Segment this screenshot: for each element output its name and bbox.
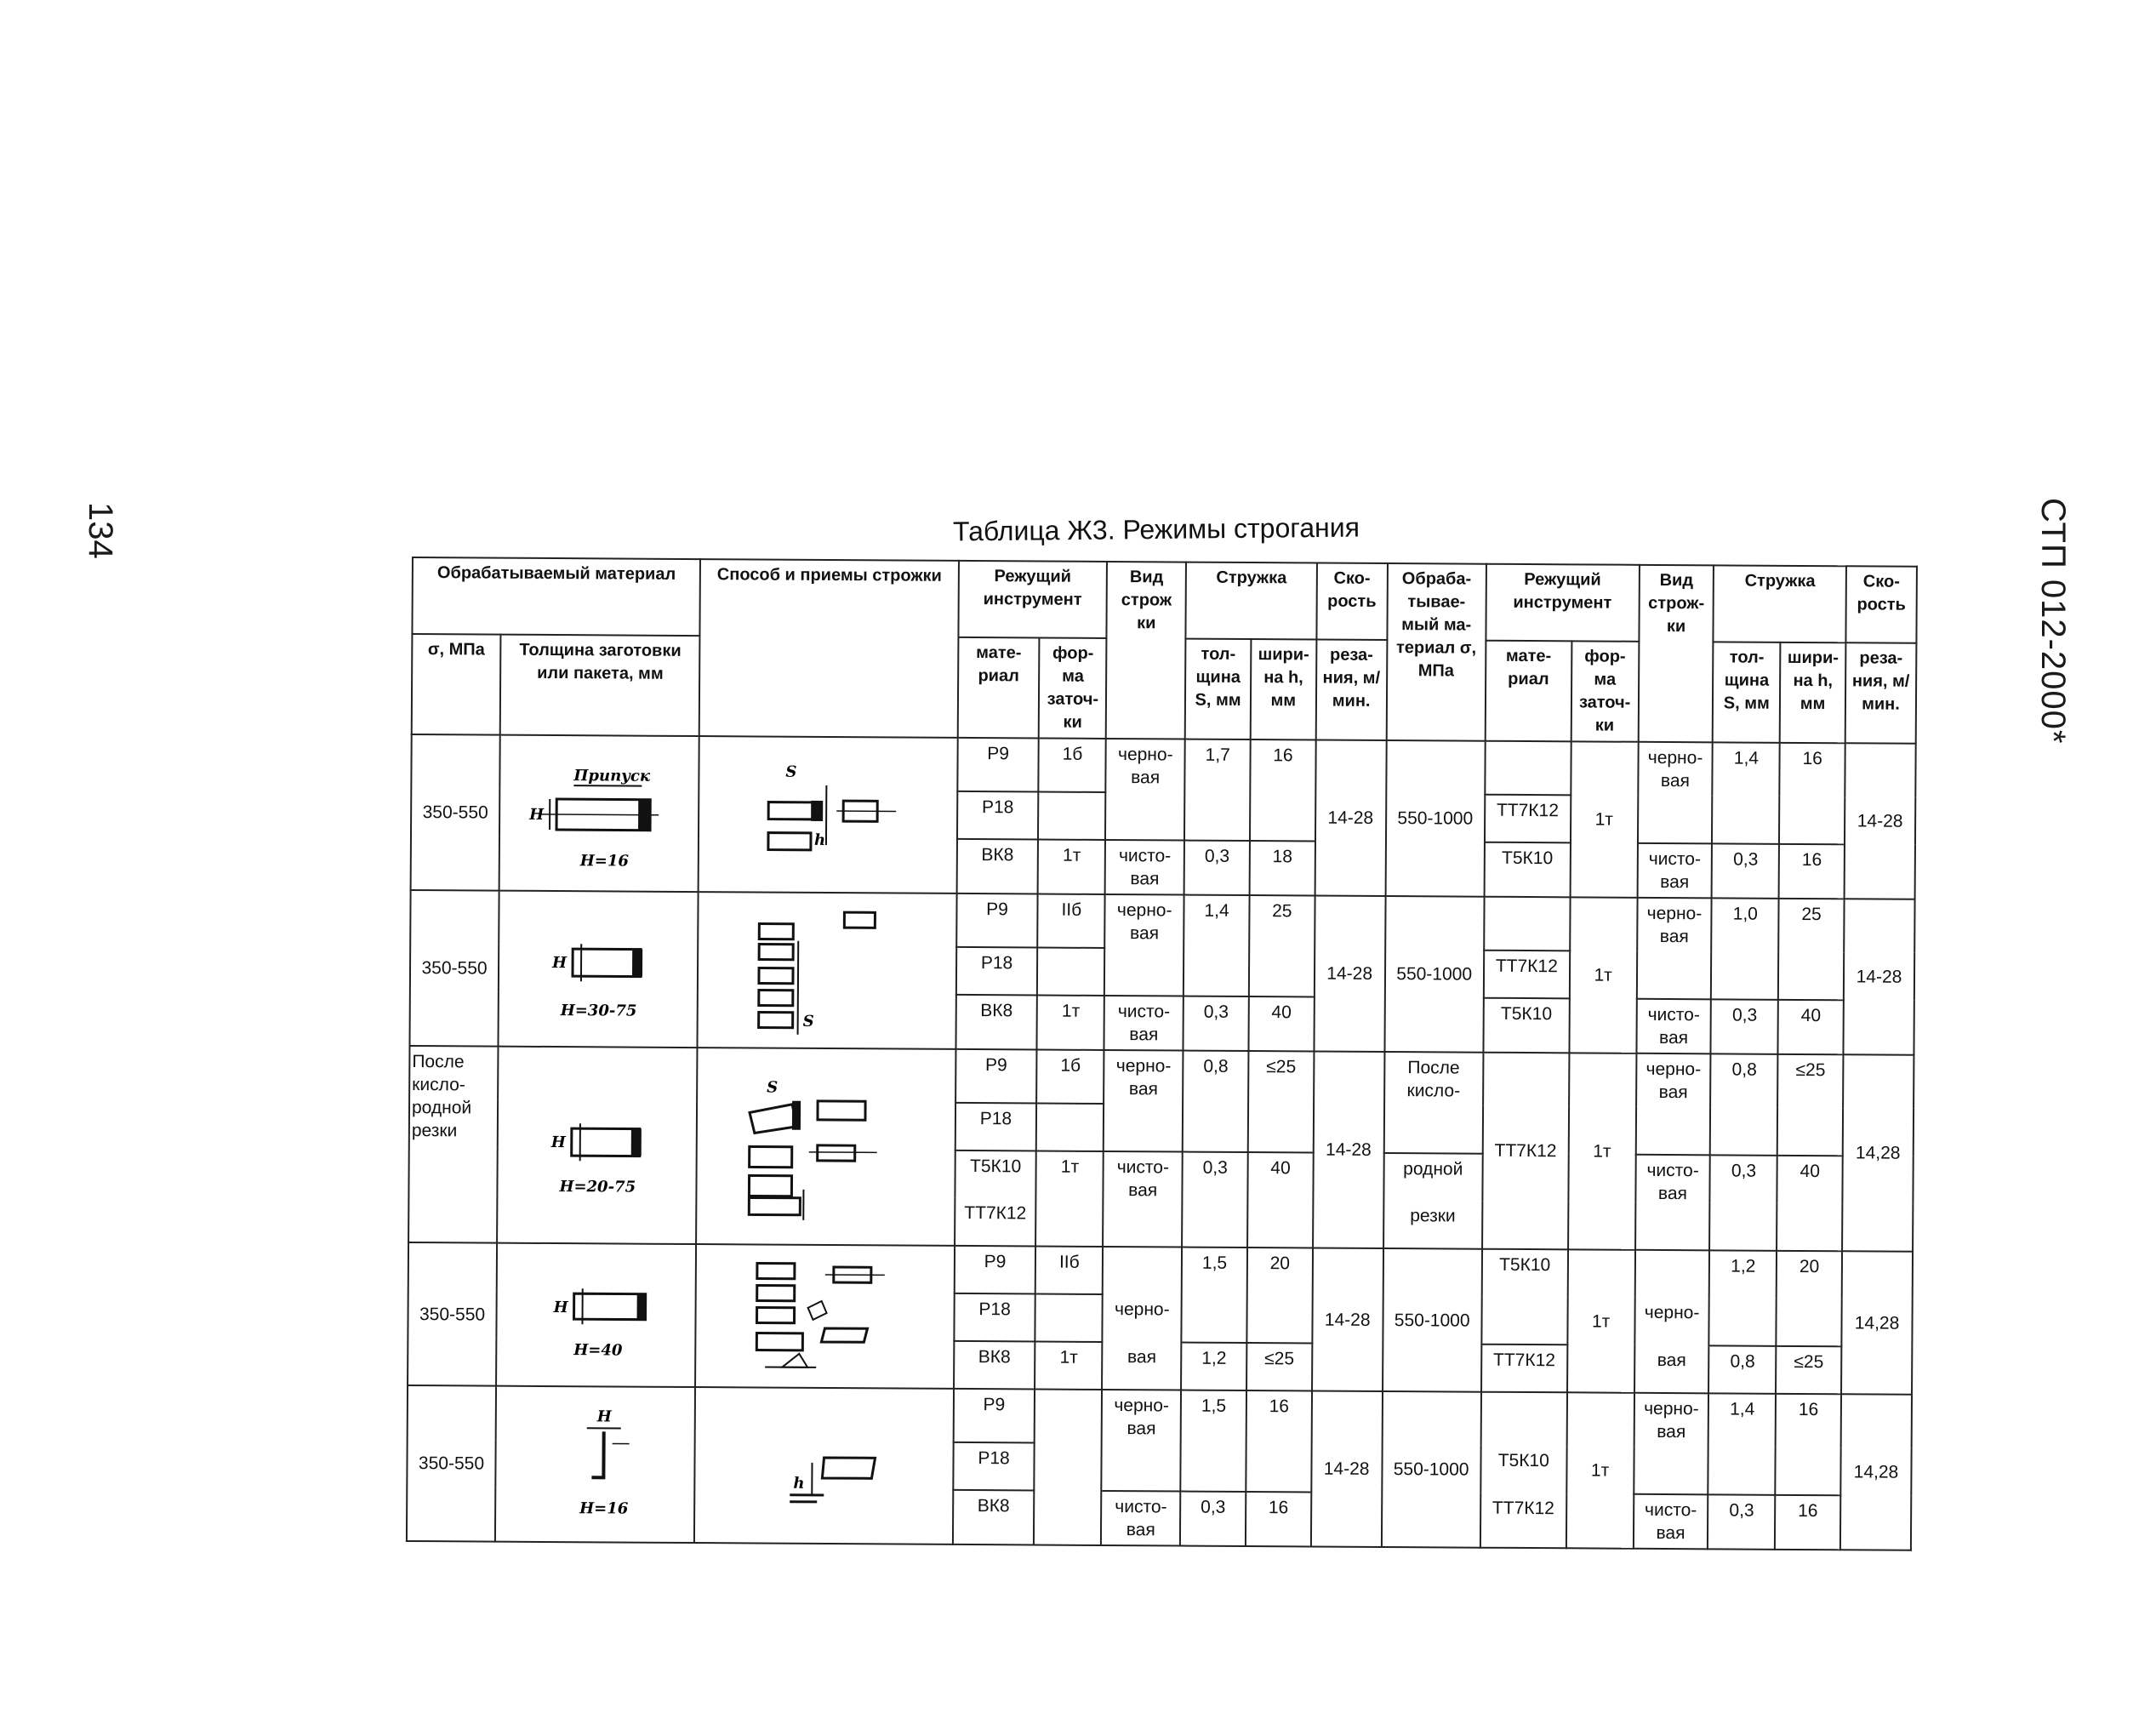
- material2-cell: После кисло-: [1383, 1052, 1483, 1154]
- kind2-cell: черно-вая: [1637, 898, 1712, 952]
- chip-thickness2-cell: 0,3: [1712, 843, 1779, 898]
- tool-material-cell: Р9: [957, 738, 1039, 792]
- workpiece-height-label: H=16: [579, 851, 630, 871]
- chip-width-cell: 16: [1246, 1390, 1312, 1444]
- workpiece-height-label: H=40: [573, 1341, 623, 1360]
- workpiece-height-label: H=30-75: [560, 1001, 637, 1020]
- tool-material-cell: ВК8: [952, 1490, 1034, 1545]
- tool-form-cell: IIб: [1038, 894, 1105, 948]
- chip-thickness2-cell: 0,8: [1711, 1053, 1778, 1107]
- svg-text:h: h: [813, 831, 826, 849]
- chip-width2-cell: [1777, 1299, 1842, 1346]
- header-chip-thickness2: тол-щина S, мм: [1713, 642, 1781, 742]
- chip-width2-cell: [1779, 796, 1845, 844]
- chip-width2-cell: 16: [1780, 743, 1845, 796]
- workpiece-sketch: [495, 1386, 696, 1543]
- header-chip2: Стружка: [1714, 565, 1846, 642]
- chip-width2-cell: [1776, 1447, 1841, 1495]
- chip-thickness-cell: 1,7: [1185, 739, 1251, 793]
- tool-form-cell: [1036, 1103, 1104, 1150]
- header-chip-width: шири-на h, мм: [1251, 639, 1316, 739]
- material2-cell: резки: [1383, 1201, 1483, 1249]
- chip-width-cell: 16: [1250, 739, 1315, 793]
- chip-width2-cell: 25: [1778, 899, 1844, 952]
- speed2-cell: 14,28: [1842, 1054, 1914, 1252]
- kind2-cell: черно-: [1634, 1298, 1709, 1346]
- method-sketch: [699, 736, 957, 894]
- kind-cell: черно-вая: [1104, 894, 1184, 949]
- sigma-cell: 350-550: [407, 1385, 496, 1542]
- kind-cell: [1103, 1247, 1182, 1295]
- speed-cell: 14-28: [1314, 895, 1385, 1052]
- kind2-cell: чисто-вая: [1637, 843, 1712, 899]
- tool-material2-cell: Т5К10: [1483, 998, 1569, 1053]
- tool-material2-cell: Т5К10: [1480, 1446, 1566, 1494]
- document-code: СТП 012-2000*: [2034, 498, 2072, 745]
- header-tool-form2: фор-ма заточ-ки: [1571, 641, 1639, 741]
- kind2-cell: черно-вая: [1634, 1393, 1708, 1447]
- header-speed-sub: реза-ния, м/мин.: [1315, 639, 1387, 740]
- sigma-cell: 350-550: [409, 890, 499, 1047]
- workpiece-sketch: [496, 1243, 696, 1387]
- workpiece-height-label: H=20-75: [559, 1177, 636, 1196]
- tool-material2-cell: ТТ7К12: [1481, 1345, 1567, 1393]
- tool-form-cell: 1т: [1035, 1341, 1103, 1389]
- tool-material-cell: ВК8: [955, 995, 1037, 1050]
- method-sketch: [695, 1244, 954, 1389]
- chip-thickness2-cell: [1711, 951, 1778, 999]
- kind2-cell: [1638, 796, 1713, 844]
- chip-thickness2-cell: 1,2: [1709, 1250, 1777, 1298]
- chip-width2-cell: 16: [1775, 1495, 1840, 1550]
- chip-width-cell: 40: [1247, 1152, 1313, 1248]
- kind-cell: черно-вая: [1106, 739, 1185, 793]
- table-row: [409, 1046, 1914, 1109]
- chip-width2-cell: 20: [1777, 1251, 1842, 1299]
- kind2-cell: [1634, 1447, 1708, 1495]
- header-material: Обрабатываемый материал: [412, 557, 700, 636]
- chip-thickness-cell: 1,5: [1181, 1390, 1246, 1444]
- workpiece-height-label: H=16: [579, 1499, 629, 1518]
- tool-material-cell: Р18: [953, 1442, 1035, 1491]
- chip-thickness-cell: 0,8: [1183, 1051, 1248, 1105]
- tool-form-cell: [1035, 1389, 1102, 1442]
- chip-width-cell: 40: [1248, 996, 1314, 1051]
- kind-cell: чисто-вая: [1101, 1491, 1180, 1546]
- chip-thickness2-cell: [1708, 1447, 1776, 1494]
- header-tool-form: фор-ма заточ-ки: [1039, 638, 1107, 739]
- page-number: 134: [82, 502, 119, 559]
- tool-material2-cell: ТТ7К12: [1485, 795, 1571, 843]
- header-method: Способ и приемы строжки: [699, 559, 958, 738]
- svg-text:H: H: [597, 1407, 613, 1425]
- tool-material-cell: ВК8: [954, 1341, 1035, 1390]
- chip-width2-cell: 40: [1778, 1000, 1844, 1054]
- chip-thickness2-cell: 0,3: [1708, 1494, 1775, 1549]
- chip-width2-cell: ≤25: [1777, 1054, 1843, 1108]
- tool-form-cell: 1т: [1036, 1150, 1104, 1246]
- kind2-cell: [1634, 1250, 1709, 1299]
- tool-material-cell: Р18: [954, 1293, 1035, 1342]
- kind-cell: [1104, 948, 1184, 996]
- tool-form2-cell: 1т: [1569, 897, 1637, 1053]
- kind-cell: вая: [1102, 1342, 1181, 1390]
- tool-form-cell: [1034, 1490, 1101, 1544]
- speed2-cell: 14,28: [1840, 1394, 1912, 1550]
- tool-material-cell: Р9: [953, 1389, 1035, 1443]
- kind2-cell: [1636, 951, 1711, 1000]
- chip-thickness2-cell: [1709, 1298, 1777, 1345]
- tool-form2-cell: 1т: [1568, 1053, 1636, 1249]
- chip-thickness2-cell: [1710, 1107, 1777, 1155]
- speed-cell: 14-28: [1315, 739, 1386, 896]
- chip-thickness-cell: 0,3: [1184, 841, 1250, 895]
- speed-cell: 14-28: [1312, 1248, 1383, 1391]
- chip-width-cell: [1248, 1105, 1314, 1152]
- tool-form-cell: 1т: [1037, 996, 1104, 1050]
- tool-material2-cell: [1484, 897, 1570, 951]
- chip-thickness-cell: [1184, 949, 1249, 996]
- method-sketch: [694, 1387, 953, 1544]
- chip-width-cell: [1249, 949, 1315, 996]
- chip-width2-cell: 16: [1779, 844, 1845, 899]
- speed-cell: 14-28: [1313, 1051, 1384, 1248]
- tool-material-cell: Р9: [955, 1049, 1037, 1104]
- header-tool2: Режущий инструмент: [1486, 564, 1639, 642]
- tool-form-cell: [1037, 948, 1104, 996]
- header-kind: Вид строж ки: [1106, 562, 1186, 739]
- tool-material2-cell: [1481, 1297, 1567, 1345]
- header-chip-width2: шири-на h, мм: [1780, 642, 1845, 743]
- table-row: [408, 1385, 1912, 1448]
- chip-width-cell: 18: [1250, 841, 1315, 895]
- kind-cell: чисто-вая: [1103, 1151, 1183, 1248]
- tool-material2-cell: Т5К10: [1484, 842, 1570, 898]
- tool-material2-cell: [1480, 1392, 1566, 1447]
- chip-width-cell: ≤25: [1248, 1051, 1314, 1105]
- chip-width2-cell: [1777, 1108, 1843, 1156]
- tool-material-cell: Р18: [955, 1103, 1036, 1151]
- kind-cell: черно-вая: [1104, 1050, 1183, 1105]
- tool-form-cell: 1б: [1037, 1050, 1104, 1104]
- material2-cell: 550-1000: [1381, 1391, 1480, 1548]
- tool-form-cell: [1035, 1442, 1102, 1490]
- tool-material2-cell: [1485, 741, 1571, 796]
- chip-width-cell: [1250, 793, 1315, 841]
- workpiece-sketch: [497, 1047, 698, 1244]
- tool-form2-cell: 1т: [1570, 741, 1638, 897]
- kind-cell: чисто-вая: [1105, 840, 1184, 895]
- kind2-cell: вая: [1634, 1345, 1709, 1394]
- chip-thickness2-cell: 0,8: [1708, 1345, 1776, 1393]
- svg-text:S: S: [802, 1012, 814, 1031]
- kind-cell: черно-: [1103, 1294, 1182, 1343]
- kind-cell: [1102, 1443, 1181, 1492]
- workpiece-sketch: [499, 891, 699, 1048]
- header-chip-thickness: тол-щина S, мм: [1185, 639, 1251, 739]
- chip-thickness-cell: [1182, 1295, 1247, 1343]
- svg-text:H: H: [552, 953, 568, 972]
- method-sketch: [697, 1048, 955, 1246]
- speed-cell: 14-28: [1311, 1390, 1383, 1547]
- tool-material2-cell: ТТ7К12: [1480, 1493, 1566, 1549]
- svg-text:H: H: [529, 805, 545, 824]
- sigma-cell: 350-550: [411, 734, 500, 891]
- chip-thickness-cell: [1181, 1444, 1246, 1492]
- kind-cell: [1104, 1104, 1183, 1152]
- tool-material-cell: Р9: [954, 1246, 1035, 1294]
- header-tool: Режущий инструмент: [958, 561, 1107, 638]
- chip-width-cell: 20: [1247, 1248, 1313, 1295]
- speed2-cell: 14,28: [1841, 1251, 1913, 1395]
- material2-cell: 550-1000: [1385, 740, 1485, 897]
- material2-cell: 550-1000: [1384, 896, 1484, 1053]
- chip-thickness2-cell: 1,4: [1713, 742, 1780, 796]
- header-material2: Обраба-тывае-мый ма-териал σ, МПа: [1386, 563, 1486, 741]
- chip-thickness-cell: 1,2: [1181, 1343, 1246, 1390]
- tool-form2-cell: 1т: [1566, 1392, 1634, 1548]
- chip-thickness2-cell: 0,3: [1711, 999, 1778, 1053]
- kind-cell: черно-вая: [1102, 1390, 1181, 1444]
- tool-material-cell: Р9: [956, 894, 1038, 948]
- svg-text:H: H: [553, 1299, 568, 1317]
- tool-material-cell: Р18: [955, 947, 1037, 996]
- chip-width2-cell: 16: [1776, 1394, 1841, 1447]
- tool-material2-cell: Т5К10: [1481, 1249, 1567, 1298]
- header-sigma: σ, МПа: [412, 634, 501, 735]
- sigma-cell: 350-550: [408, 1242, 497, 1386]
- chip-thickness2-cell: [1712, 796, 1779, 843]
- table-title: Таблица Ж3. Режимы строгания: [952, 511, 1360, 547]
- material2-cell: родной: [1383, 1153, 1483, 1202]
- header-tool-material2: мате-риал: [1485, 641, 1571, 742]
- chip-width2-cell: 40: [1777, 1156, 1842, 1251]
- tool-form-cell: 1т: [1038, 840, 1105, 894]
- svg-text:h: h: [793, 1474, 805, 1493]
- tool-material-cell: Р18: [957, 791, 1039, 840]
- tool-material2-cell: ТТ7К12: [1482, 1053, 1569, 1250]
- chip-width2-cell: [1778, 952, 1844, 1000]
- header-thickness: Толщина заготовки или пакета, мм: [500, 635, 700, 736]
- kind2-cell: чисто-вая: [1633, 1494, 1708, 1550]
- tool-form-cell: IIб: [1035, 1246, 1103, 1293]
- chip-thickness-cell: [1183, 1105, 1248, 1152]
- kind2-cell: [1635, 1107, 1710, 1156]
- chip-width-cell: 16: [1246, 1492, 1311, 1546]
- kind-cell: [1105, 792, 1184, 841]
- allowance-label: Припуск: [573, 766, 651, 785]
- table-row: [410, 890, 1914, 953]
- tool-form-cell: [1038, 792, 1105, 840]
- tool-material-cell: ТТ7К12: [955, 1198, 1036, 1247]
- chip-thickness2-cell: 1,4: [1708, 1393, 1776, 1447]
- chip-thickness-cell: 1,4: [1184, 895, 1249, 949]
- chip-width-cell: ≤25: [1246, 1343, 1312, 1390]
- tool-form-cell: 1б: [1039, 739, 1106, 792]
- tool-material-cell: Т5К10: [955, 1150, 1036, 1199]
- header-speed-sub2: реза-ния, м/мин.: [1845, 642, 1917, 744]
- header-speed2: Ско-рость: [1845, 566, 1917, 643]
- kind-cell: чисто-вая: [1104, 996, 1184, 1051]
- header-tool-material: мате-риал: [957, 637, 1040, 739]
- svg-text:S: S: [767, 1078, 779, 1097]
- chip-thickness-cell: 0,3: [1180, 1492, 1246, 1546]
- svg-text:S: S: [785, 762, 797, 781]
- tool-material-cell: ВК8: [956, 839, 1038, 894]
- chip-thickness-cell: [1184, 793, 1250, 841]
- kind2-cell: чисто-вая: [1635, 1155, 1711, 1251]
- header-chip: Стружка: [1186, 562, 1317, 640]
- tool-material2-cell: ТТ7К12: [1484, 951, 1570, 999]
- speed2-cell: 14-28: [1843, 899, 1914, 1055]
- sigma-cell: После кисло-родной резки: [408, 1046, 498, 1243]
- table-row: [408, 1242, 1913, 1299]
- chip-width-cell: 25: [1249, 895, 1315, 949]
- kind2-cell: черно-вая: [1638, 742, 1713, 796]
- table-row: [411, 734, 1915, 797]
- speed2-cell: 14-28: [1845, 743, 1916, 899]
- tool-form-cell: [1035, 1293, 1103, 1341]
- chip-thickness2-cell: 0,3: [1710, 1155, 1777, 1250]
- chip-width-cell: [1246, 1295, 1312, 1343]
- chip-thickness-cell: 1,5: [1182, 1248, 1247, 1295]
- method-sketch: [698, 892, 956, 1049]
- workpiece-sketch: [499, 735, 700, 892]
- planing-modes-table: [406, 557, 1918, 1570]
- chip-thickness-cell: 0,3: [1182, 1152, 1247, 1248]
- kind2-cell: чисто-вая: [1636, 999, 1711, 1054]
- chip-thickness-cell: 0,3: [1184, 996, 1249, 1051]
- chip-width-cell: [1246, 1444, 1311, 1492]
- header-speed: Ско-рость: [1316, 562, 1387, 640]
- tool-form2-cell: 1т: [1567, 1249, 1635, 1392]
- material2-cell: 550-1000: [1383, 1248, 1482, 1392]
- header-kind2: Вид строж-ки: [1638, 565, 1714, 743]
- kind2-cell: черно-вая: [1636, 1053, 1711, 1108]
- svg-text:H: H: [550, 1133, 567, 1151]
- chip-width2-cell: ≤25: [1776, 1346, 1841, 1394]
- chip-thickness2-cell: 1,0: [1712, 898, 1779, 951]
